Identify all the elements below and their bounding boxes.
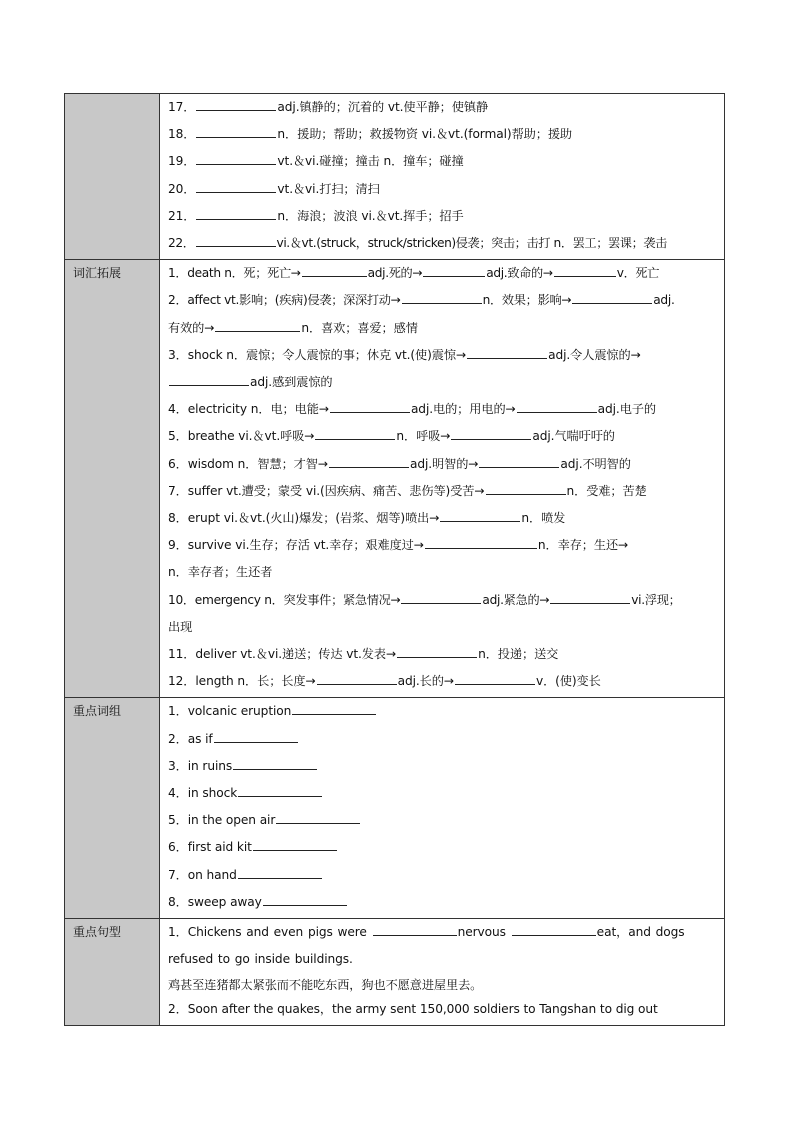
answer-blank[interactable] (292, 702, 376, 715)
expansion-item-9-cont: n．幸存者；生还者 (168, 565, 273, 580)
answer-blank[interactable] (512, 923, 596, 936)
sentence-item-1: 1．Chickens and even pigs were nervous eat，and dogs refused to go inside buildings. (168, 925, 685, 967)
sentence-item-2: 2．Soon after the quakes，the army sent 150,000 soldiers to Tangshan to dig out (168, 1001, 658, 1016)
expansion-item-10: 10．emergency n．突发事件；紧急情况→ adj.紧急的→ vi.浮现； (168, 592, 681, 607)
phrase-list (160, 698, 725, 919)
word-item-21: 21． n．海浪；波浪 vi.＆vt.挥手；招手 (168, 208, 464, 223)
expansion-item-1: 1．death n．死；死亡→ adj.死的→ adj.致命的→ v．死亡 (168, 266, 660, 281)
word-item-17: 17． adj.镇静的；沉着的 vt.使平静；使镇静 (168, 100, 489, 114)
expansion-item-6: 6．wisdom n．智慧；才智→ adj.明智的→ adj.不明智的 (168, 456, 631, 471)
section-label-phrases: 重点词组 (65, 698, 160, 919)
answer-blank[interactable] (253, 838, 337, 851)
row-phrases (65, 698, 725, 919)
expansion-item-4: 4．electricity n．电；电能→ adj.电的；用电的→ adj.电子的 (168, 402, 656, 417)
answer-blank[interactable] (572, 291, 652, 304)
answer-blank[interactable] (330, 400, 410, 413)
answer-blank[interactable] (486, 482, 566, 495)
answer-blank[interactable] (215, 319, 300, 332)
answer-blank[interactable] (401, 591, 481, 604)
row-sentences (65, 919, 725, 1026)
expansion-item-10-cont: 出现 (168, 619, 193, 634)
answer-blank[interactable] (169, 373, 249, 386)
answer-blank[interactable] (276, 811, 360, 824)
worksheet (64, 93, 725, 1026)
phrase-item: 1．volcanic eruption (168, 698, 718, 725)
answer-blank[interactable] (214, 730, 298, 743)
word-list (160, 94, 725, 260)
answer-blank[interactable] (550, 591, 630, 604)
expansion-item-8: 8．erupt vi.＆vt.(火山)爆发；(岩浆、烟等)喷出→ n．喷发 (168, 511, 566, 526)
answer-blank[interactable] (196, 125, 276, 138)
answer-blank[interactable] (302, 264, 367, 277)
answer-blank[interactable] (317, 672, 397, 685)
answer-blank[interactable] (329, 455, 409, 468)
section-label-expansion: 词汇拓展 (65, 260, 160, 698)
answer-blank[interactable] (196, 180, 276, 193)
word-item-18: 18． n．援助；帮助；救援物资 vi.＆vt.(formal)帮助；援助 (168, 127, 573, 142)
phrase-item: 7．on hand (168, 862, 718, 889)
phrase-item: 8．sweep away (168, 889, 718, 916)
phrase-item: 4．in shock (168, 780, 718, 807)
answer-blank[interactable] (233, 757, 317, 770)
expansion-item-11: 11．deliver vt.＆vi.递送；传达 vt.发表→ n．投递；送交 (168, 647, 559, 662)
expansion-item-3-cont: adj.感到震惊的 (168, 369, 718, 396)
answer-blank[interactable] (397, 645, 477, 658)
answer-blank[interactable] (451, 427, 531, 440)
expansion-item-9: 9．survive vi.生存；存活 vt.幸存；艰难度过→ n．幸存；生还→ (168, 538, 629, 553)
answer-blank[interactable] (440, 509, 520, 522)
answer-blank[interactable] (455, 672, 535, 685)
answer-blank[interactable] (479, 455, 559, 468)
expansion-item-5: 5．breathe vi.＆vt.呼吸→ n．呼吸→ adj.气喘吁吁的 (168, 429, 615, 444)
answer-blank[interactable] (554, 264, 616, 277)
row-expansion (65, 260, 725, 698)
answer-blank[interactable] (196, 234, 276, 247)
vocab-table (64, 93, 725, 1026)
expansion-item-2: 2．affect vt.影响；(疾病)侵袭；深深打动→ n．效果；影响→ adj. (168, 293, 675, 308)
phrase-item: 5．in the open air (168, 807, 718, 834)
answer-blank[interactable] (517, 400, 597, 413)
row-word-list (65, 94, 725, 260)
expansion-list (160, 260, 725, 698)
answer-blank[interactable] (238, 784, 322, 797)
expansion-item-3: 3．shock n．震惊；令人震惊的事；休克 vt.(使)震惊→ adj.令人震惊的→ (168, 347, 641, 362)
word-item-19: 19． vt.＆vi.碰撞；撞击 n．撞车；碰撞 (168, 154, 464, 169)
answer-blank[interactable] (315, 427, 395, 440)
phrase-item: 6．first aid kit (168, 834, 718, 861)
answer-blank[interactable] (196, 152, 276, 165)
sentence-item-1-translation: 鸡甚至连猪都太紧张而不能吃东西，狗也不愿意进屋里去。 (168, 977, 483, 992)
answer-blank[interactable] (196, 98, 276, 111)
answer-blank[interactable] (238, 866, 322, 879)
phrase-item: 2．as if (168, 726, 718, 753)
answer-blank[interactable] (425, 536, 537, 549)
sentence-list (160, 919, 725, 1026)
answer-blank[interactable] (196, 207, 276, 220)
row-label-blank (65, 94, 160, 260)
expansion-item-2-cont: 有效的→ n．喜欢；喜爱；感情 (168, 320, 418, 335)
section-label-sentences: 重点句型 (65, 919, 160, 1026)
word-item-22: 22． vi.＆vt.(struck，struck/stricken)侵袭；突击；击打 n．罢工；罢课；袭击 (168, 236, 667, 251)
answer-blank[interactable] (467, 346, 547, 359)
answer-blank[interactable] (373, 923, 457, 936)
phrase-item: 3．in ruins (168, 753, 718, 780)
expansion-item-12: 12．length n．长；长度→ adj.长的→ v．(使)变长 (168, 674, 601, 689)
answer-blank[interactable] (402, 291, 482, 304)
expansion-item-7: 7．suffer vt.遭受；蒙受 vi.(因疾病、痛苦、悲伤等)受苦→ n．受难；苦楚 (168, 483, 647, 498)
answer-blank[interactable] (423, 264, 485, 277)
answer-blank[interactable] (263, 893, 347, 906)
word-item-20: 20． vt.＆vi.打扫；清扫 (168, 181, 380, 196)
